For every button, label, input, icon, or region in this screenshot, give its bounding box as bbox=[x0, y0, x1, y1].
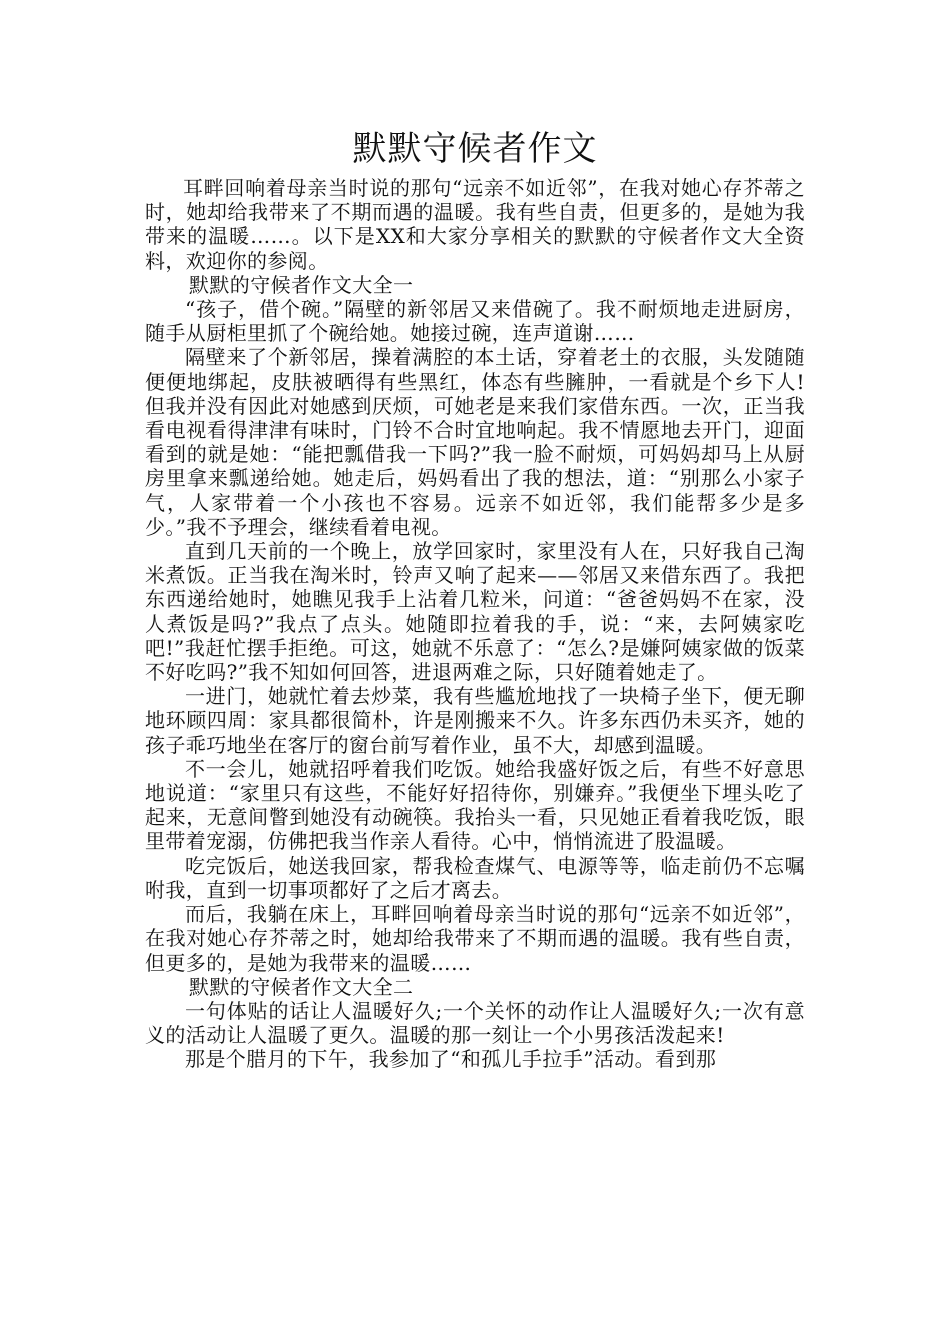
intro-paragraph: 耳畔回响着母亲当时说的那句“远亲不如近邻”，在我对她心存芥蒂之时，她却给我带来了不期而遇的温暖。我有些自责，但更多的，是她为我带来的温暖……。以下是XX和大家分享相关的默默的守候者作文大全资料，欢迎你的参阅。 bbox=[145, 176, 805, 273]
section-heading-1: 默默的守候者作文大全一 bbox=[189, 272, 414, 297]
paragraph: “孩子，借个碗。”隔壁的新邻居又来借碗了。我不耐烦地走进厨房，随手从厨柜里抓了个碗给她。她接过碗，连声道谢…… bbox=[145, 297, 805, 346]
page-title: 默默守候者作文 bbox=[352, 129, 598, 169]
paragraph: 不一会儿，她就招呼着我们吃饭。她给我盛好饭之后，有些不好意思地说道：“家里只有这些，不能好好招待你，别嫌弃。”我便坐下埋头吃了起来，无意间瞥到她没有动碗筷。我抬头一看，只见她正看着我吃饭，眼里带着宠溺，仿佛把我当作亲人看待。心中，悄悄流进了股温暖。 bbox=[145, 756, 805, 854]
paragraph: 一进门，她就忙着去炒菜，我有些尴尬地找了一块椅子坐下，便无聊地环顾四周：家具都很简朴，许是刚搬来不久。许多东西仍未买齐，她的孩子乖巧地坐在客厅的窗台前写着作业，虽不大，却感到温暖。 bbox=[145, 684, 805, 757]
section-heading-2: 默默的守候者作文大全二 bbox=[189, 974, 414, 999]
paragraph: 一句体贴的话让人温暖好久;一个关怀的动作让人温暖好久;一次有意义的活动让人温暖了更久。温暖的那一刻让一个小男孩活泼起来! bbox=[145, 998, 805, 1048]
paragraph: 那是个腊月的下午，我参加了“和孤儿手拉手”活动。看到那 bbox=[185, 1047, 717, 1072]
article-body bbox=[145, 176, 805, 1072]
paragraph: 直到几天前的一个晚上，放学回家时，家里没有人在，只好我自己淘米煮饭。正当我在淘米时，铃声又响了起来——邻居又来借东西了。我把东西递给她时，她瞧见我手上沾着几粒米，问道：“爸爸妈妈不在家，没人煮饭是吗?”我点了点头。她随即拉着我的手，说：“来，去阿姨家吃吧!”我赶忙摆手拒绝。可这，她就不乐意了：“怎么?是嫌阿姨家做的饭菜不好吃吗?”我不知如何回答，进退两难之际，只好随着她走了。 bbox=[145, 539, 805, 685]
paragraph: 隔壁来了个新邻居，操着满腔的本土话，穿着老土的衣服，头发随随便便地绑起，皮肤被晒得有些黑红，体态有些臃肿，一看就是个乡下人!但我并没有因此对她感到厌烦，可她老是来我们家借东西。一次，正当我看电视看得津津有味时，门铃不合时宜地响起。我不情愿地去开门，迎面看到的就是她：“能把瓢借我一下吗?”我一脸不耐烦，可妈妈却马上从厨房里拿来瓢递给她。她走后，妈妈看出了我的想法，道：“别那么小家子气，人家带着一个小孩也不容易。远亲不如近邻，我们能帮多少是多少。”我不予理会，继续看着电视。 bbox=[145, 345, 805, 539]
paragraph: 而后，我躺在床上，耳畔回响着母亲当时说的那句“远亲不如近邻”，在我对她心存芥蒂之时，她却给我带来了不期而遇的温暖。我有些自责，但更多的，是她为我带来的温暖…… bbox=[145, 902, 805, 975]
paragraph: 吃完饭后，她送我回家，帮我检查煤气、电源等等，临走前仍不忘嘱咐我，直到一切事项都好了之后才离去。 bbox=[145, 853, 805, 902]
